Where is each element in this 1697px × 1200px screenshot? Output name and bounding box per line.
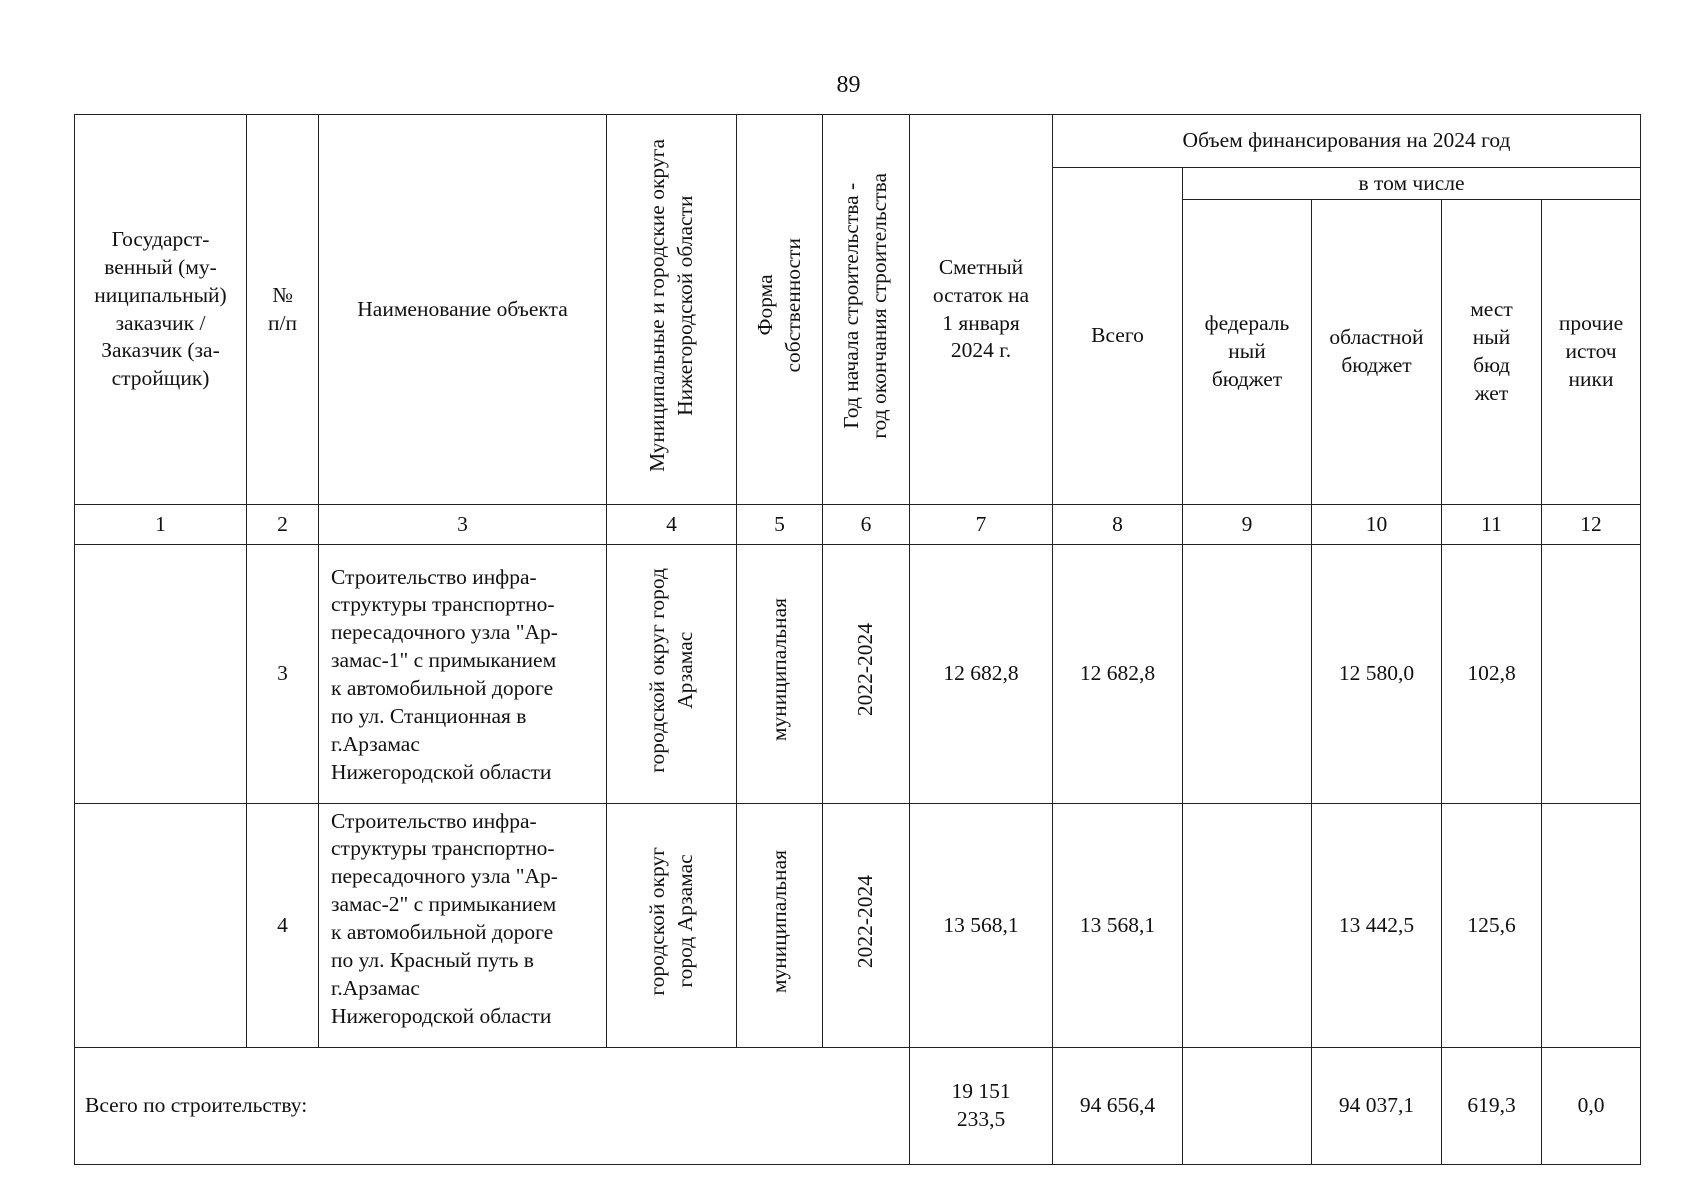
totals-federal xyxy=(1183,1048,1312,1165)
header-years xyxy=(823,115,910,505)
header-row xyxy=(75,115,1641,168)
cell-municipality-text: городской округ город Арзамас xyxy=(644,847,697,996)
totals-estimate: 19 151 233,5 xyxy=(910,1048,1053,1165)
cell-municipality xyxy=(607,804,737,1048)
cell-other xyxy=(1542,804,1641,1048)
cell-estimate: 12 682,8 xyxy=(910,545,1053,804)
header-municipality-text: Муниципальные и городские округа Нижегородской области xyxy=(644,139,697,472)
header-federal: федераль ный бюджет xyxy=(1183,200,1312,505)
cell-local: 102,8 xyxy=(1442,545,1542,804)
column-number: 12 xyxy=(1542,505,1641,545)
cell-object-name: Строительство инфра- структуры транспортно- пересадочного узла "Ар- замас-2" с примыканием к автомобильной дороге по ул. Красный путь в г.Арзамас Нижегородской области xyxy=(319,804,607,1048)
cell-regional: 13 442,5 xyxy=(1312,804,1442,1048)
cell-customer xyxy=(75,804,247,1048)
cell-municipality xyxy=(607,545,737,804)
cell-federal xyxy=(1183,545,1312,804)
column-number: 5 xyxy=(737,505,823,545)
construction-financing-table xyxy=(74,114,1641,1165)
cell-regional: 12 580,0 xyxy=(1312,545,1442,804)
totals-other: 0,0 xyxy=(1542,1048,1641,1165)
column-number: 3 xyxy=(319,505,607,545)
cell-local: 125,6 xyxy=(1442,804,1542,1048)
cell-other xyxy=(1542,545,1641,804)
cell-number: 4 xyxy=(247,804,319,1048)
header-financing-title: Объем финансирования на 2024 год xyxy=(1053,115,1641,168)
header-regional: областной бюджет xyxy=(1312,200,1442,505)
totals-local: 619,3 xyxy=(1442,1048,1542,1165)
table-row xyxy=(75,545,1641,804)
column-number: 11 xyxy=(1442,505,1542,545)
cell-ownership-text: муниципальная xyxy=(766,849,791,994)
header-other: прочие источ ники xyxy=(1542,200,1641,505)
header-estimate: Сметный остаток на 1 января 2024 г. xyxy=(910,115,1053,505)
cell-total: 13 568,1 xyxy=(1053,804,1183,1048)
totals-regional: 94 037,1 xyxy=(1312,1048,1442,1165)
column-number: 1 xyxy=(75,505,247,545)
totals-row xyxy=(75,1048,1641,1165)
cell-number: 3 xyxy=(247,545,319,804)
cell-customer xyxy=(75,545,247,804)
cell-ownership-text: муниципальная xyxy=(766,598,791,742)
column-number: 8 xyxy=(1053,505,1183,545)
column-number: 9 xyxy=(1183,505,1312,545)
cell-object-name: Строительство инфра- структуры транспортно- пересадочного узла "Ар- замас-1" с примыканием к автомобильной дороге по ул. Станционная в г.Арзамас Нижегородской области xyxy=(319,545,607,804)
column-number: 2 xyxy=(247,505,319,545)
table-row xyxy=(75,804,1641,1048)
header-number: № п/п xyxy=(247,115,319,505)
cell-years-text: 2022-2024 xyxy=(853,874,878,969)
totals-total: 94 656,4 xyxy=(1053,1048,1183,1165)
cell-years xyxy=(823,545,910,804)
header-local: мест ный бюд жет xyxy=(1442,200,1542,505)
column-number: 10 xyxy=(1312,505,1442,545)
column-number: 6 xyxy=(823,505,910,545)
header-including: в том числе xyxy=(1183,168,1641,200)
header-years-text: Год начала строительства - год окончания строительства xyxy=(839,172,891,439)
column-numbers-row xyxy=(75,505,1641,545)
cell-ownership xyxy=(737,804,823,1048)
header-municipality xyxy=(607,115,737,505)
cell-estimate: 13 568,1 xyxy=(910,804,1053,1048)
cell-years-text: 2022-2024 xyxy=(853,623,878,717)
cell-municipality-text: городской округ город Арзамас xyxy=(644,567,697,773)
header-ownership-text: Форма собственности xyxy=(752,238,805,373)
header-object-name: Наименование объекта xyxy=(319,115,607,505)
page-number: 89 xyxy=(836,72,861,98)
cell-federal xyxy=(1183,804,1312,1048)
header-customer: Государст- венный (му- ниципальный) заказчик / Заказчик (за- стройщик) xyxy=(75,115,247,505)
totals-label: Всего по строительству: xyxy=(75,1048,910,1165)
cell-ownership xyxy=(737,545,823,804)
header-total: Всего xyxy=(1053,168,1183,505)
cell-total: 12 682,8 xyxy=(1053,545,1183,804)
cell-years xyxy=(823,804,910,1048)
header-ownership xyxy=(737,115,823,505)
column-number: 4 xyxy=(607,505,737,545)
column-number: 7 xyxy=(910,505,1053,545)
